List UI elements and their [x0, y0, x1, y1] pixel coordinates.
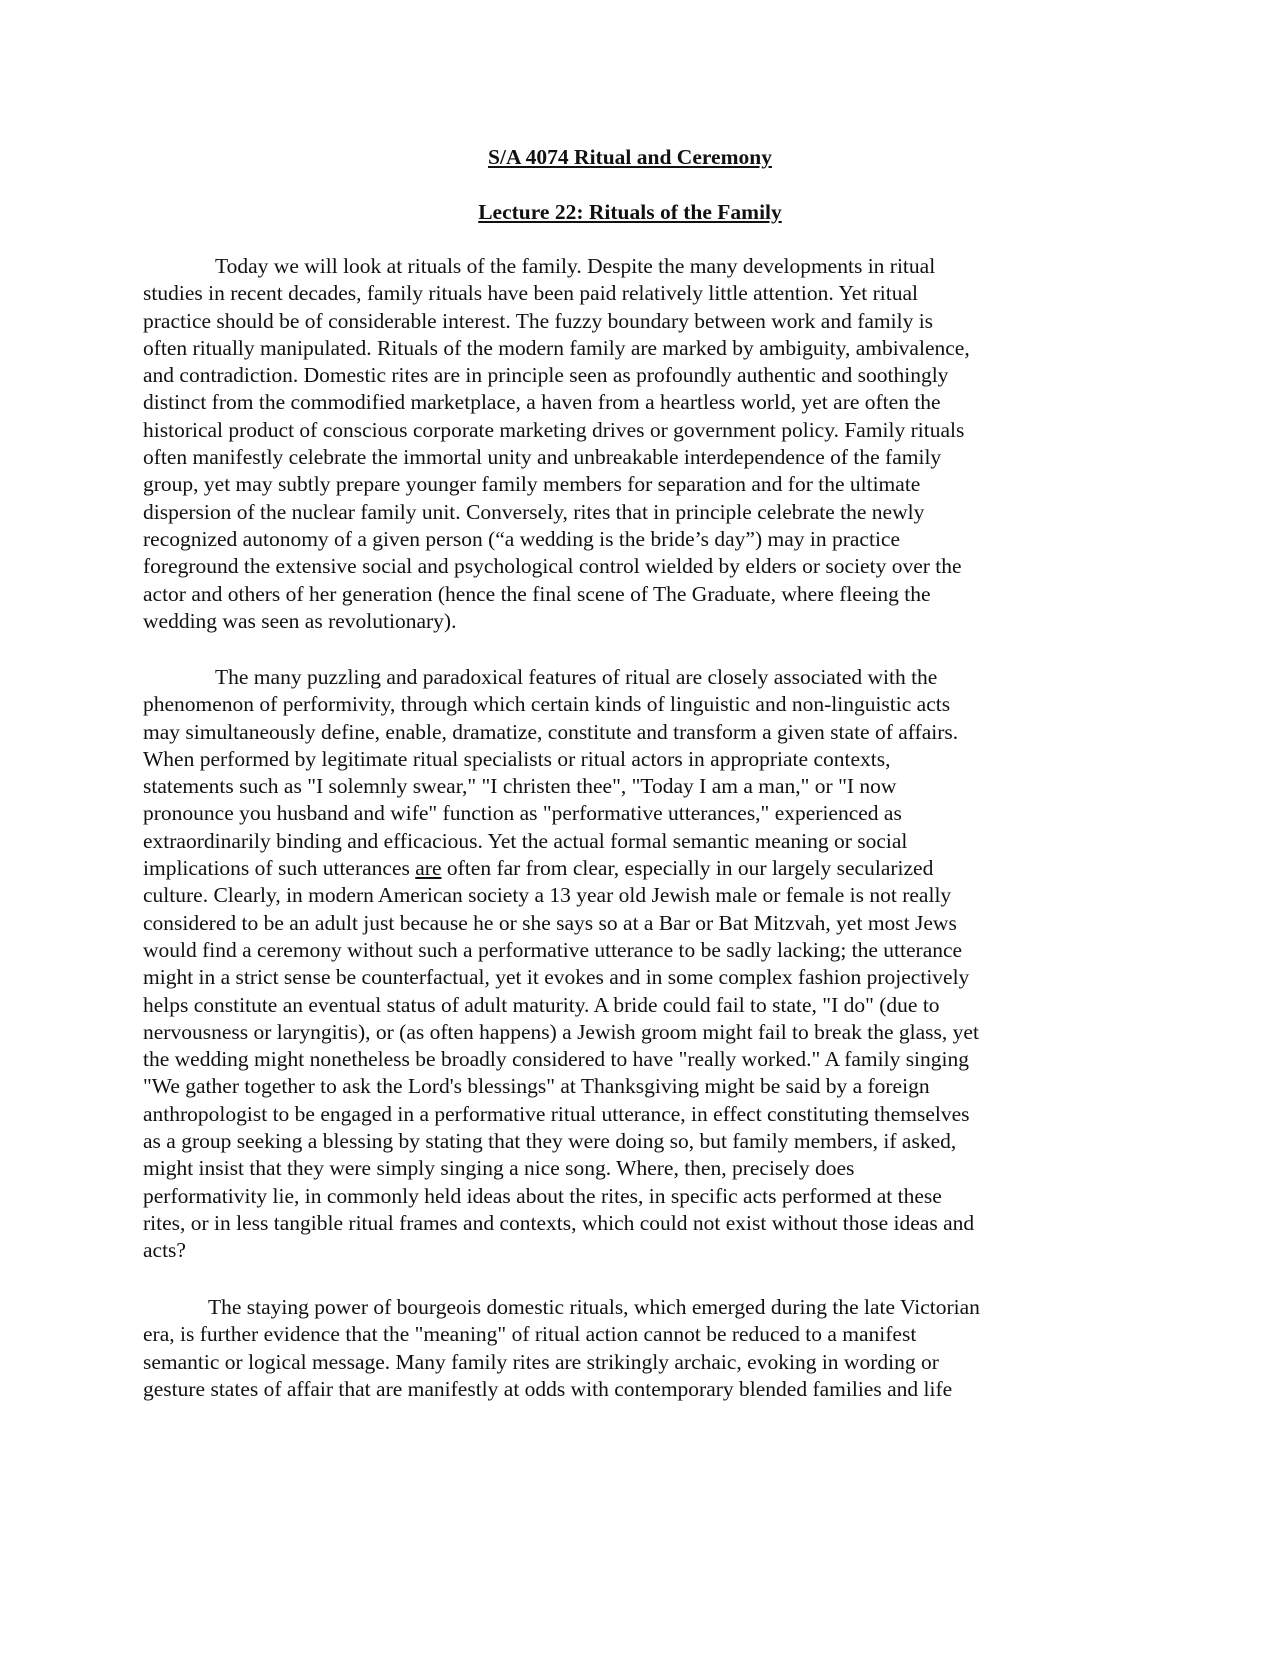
text-span: often far from clear, especially in our largely secularized — [441, 856, 934, 881]
text-line: performativity lie, in commonly held ideas about the rites, in specific acts performed at these — [143, 1183, 942, 1208]
text-line: recognized autonomy of a given person (“a wedding is the bride’s day”) may in practice — [143, 526, 901, 551]
text-line: actor and others of her generation (hence the final scene of The Graduate, where fleeing the — [143, 581, 931, 606]
course-title: S/A 4074 Ritual and Ceremony — [488, 145, 772, 169]
text-line: practice should be of considerable interest. The fuzzy boundary between work and family is — [143, 308, 934, 333]
text-line: nervousness or laryngitis), or (as often happens) a Jewish groom might fail to break the glass, yet — [143, 1019, 979, 1044]
text-line: may simultaneously define, enable, dramatize, constitute and transform a given state of affairs. — [143, 719, 959, 744]
text-line: might insist that they were simply singing a nice song. Where, then, precisely does — [143, 1156, 855, 1181]
text-line: statements such as "I solemnly swear," "I christen thee", "Today I am a man," or "I now — [143, 774, 897, 799]
text-line: era, is further evidence that the "meaning" of ritual action cannot be reduced to a manifest — [143, 1322, 917, 1347]
text-line: acts? — [143, 1238, 186, 1263]
paragraph-1 — [143, 253, 1143, 635]
paragraph-2 — [143, 664, 1143, 1265]
text-line: historical product of conscious corporate marketing drives or government policy. Family rituals — [143, 417, 965, 442]
text-line: helps constitute an eventual status of adult maturity. A bride could fail to state, "I do" (due to — [143, 992, 940, 1017]
text-line: might in a strict sense be counterfactual, yet it evokes and in some complex fashion projectively — [143, 965, 970, 990]
lecture-title: Lecture 22: Rituals of the Family — [478, 200, 782, 224]
text-line: pronounce you husband and wife" function as "performative utterances," experienced as — [143, 801, 902, 826]
text-line: foreground the extensive social and psychological control wielded by elders or society over the — [143, 554, 962, 579]
text-line: rites, or in less tangible ritual frames and contexts, which could not exist without those ideas and — [143, 1210, 975, 1235]
text-line: wedding was seen as revolutionary). — [143, 608, 457, 633]
text-line: often ritually manipulated. Rituals of the modern family are marked by ambiguity, ambivalence, — [143, 335, 970, 360]
text-line: the wedding might nonetheless be broadly considered to have "really worked." A family singing — [143, 1047, 970, 1072]
text-line: would find a ceremony without such a performative utterance to be sadly lacking; the utterance — [143, 937, 963, 962]
text-line: considered to be an adult just because he or she says so at a Bar or Bat Mitzvah, yet most Jews — [143, 910, 957, 935]
underlined-word: are — [415, 856, 442, 881]
paragraph-3 — [143, 1294, 1143, 1403]
text-line: and contradiction. Domestic rites are in principle seen as profoundly authentic and soothingly — [143, 363, 949, 388]
text-line: distinct from the commodified marketplace, a haven from a heartless world, yet are often the — [143, 390, 941, 415]
text-line: phenomenon of performivity, through which certain kinds of linguistic and non-linguistic acts — [143, 692, 951, 717]
text-line — [143, 855, 1143, 882]
text-line: gesture states of affair that are manifestly at odds with contemporary blended families and life — [143, 1376, 953, 1401]
text-line: anthropologist to be engaged in a performative ritual utterance, in effect constituting themselves — [143, 1101, 970, 1126]
text-line: culture. Clearly, in modern American society a 13 year old Jewish male or female is not really — [143, 883, 952, 908]
text-line: "We gather together to ask the Lord's blessings" at Thanksgiving might be said by a foreign — [143, 1074, 930, 1099]
text-span: implications of such utterances — [143, 856, 416, 881]
text-line: extraordinarily binding and efficacious. Yet the actual formal semantic meaning or social — [143, 828, 908, 853]
text-line: Today we will look at rituals of the family. Despite the many developments in ritual — [215, 254, 936, 278]
text-line: as a group seeking a blessing by stating that they were doing so, but family members, if asked, — [143, 1129, 957, 1154]
text-line: often manifestly celebrate the immortal unity and unbreakable interdependence of the family — [143, 445, 942, 470]
text-line: semantic or logical message. Many family rites are strikingly archaic, evoking in wording or — [143, 1349, 939, 1374]
text-line: group, yet may subtly prepare younger family members for separation and for the ultimate — [143, 472, 921, 497]
text-line: The staying power of bourgeois domestic rituals, which emerged during the late Victorian — [208, 1295, 980, 1319]
text-line: studies in recent decades, family rituals have been paid relatively little attention. Yet ritual — [143, 281, 918, 306]
text-line: The many puzzling and paradoxical features of ritual are closely associated with the — [215, 665, 938, 689]
text-line: dispersion of the nuclear family unit. Conversely, rites that in principle celebrate the newly — [143, 499, 925, 524]
text-line: When performed by legitimate ritual specialists or ritual actors in appropriate contexts, — [143, 746, 891, 771]
